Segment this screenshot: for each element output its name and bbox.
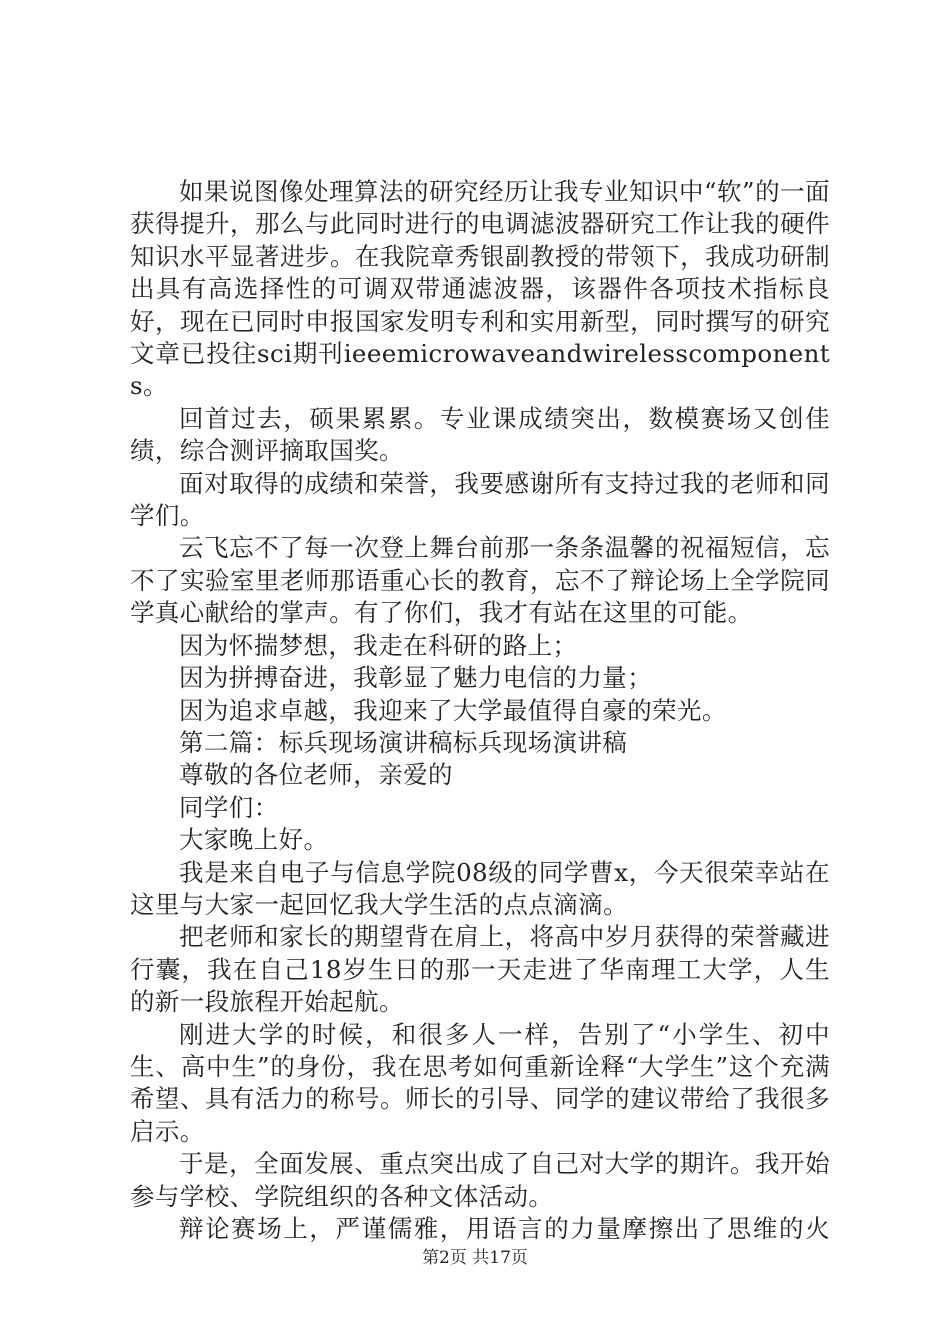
salutation-line-1: 尊敬的各位老师，亲爱的 xyxy=(179,760,453,790)
section-heading: 第二篇：标兵现场演讲稿标兵现场演讲稿 xyxy=(179,727,628,757)
paragraph-6: 因为拼搏奋进，我彰显了魅力电信的力量； xyxy=(179,663,653,693)
paragraph-3: 面对取得的成绩和荣誉，我要感谢所有支持过我的老师和同学们。 xyxy=(130,468,830,531)
document-body xyxy=(130,176,830,1245)
paragraph-2: 回首过去，硕果累累。专业课成绩突出，数模赛场又创佳绩，综合测评摘取国奖。 xyxy=(130,403,830,466)
salutation-line-2: 同学们： xyxy=(179,792,279,822)
page-number: 第2页 共17页 xyxy=(422,1248,528,1268)
paragraph-7: 因为追求卓越，我迎来了大学最值得自豪的荣光。 xyxy=(179,695,727,725)
paragraph-9: 把老师和家长的期望背在肩上，将高中岁月获得的荣誉藏进行囊，我在自己18岁生日的那一天走进了华南理工大学，人生的新一段旅程开始起航。 xyxy=(130,922,830,1017)
paragraph-8: 我是来自电子与信息学院08级的同学曹x，今天很荣幸站在这里与大家一起回忆我大学生活的点点滴滴。 xyxy=(130,857,830,919)
paragraph-1: 如果说图像处理算法的研究经历让我专业知识中“软”的一面获得提升，那么与此同时进行的电调滤波器研究工作让我的硬件知识水平显著进步。在我院章秀银副教授的带领下，我成功研制出具有高选择性的可调双带通滤波器，该器件各项技术指标良好，现在已同时申报国家发明专利和实用新型，同时撰写的研究文章已投往sci期刊ieeemicrowaveandwirelesscomponents。 xyxy=(130,177,830,401)
paragraph-10: 刚进大学的时候，和很多人一样，告别了“小学生、初中生、高中生”的身份，我在思考如何重新诠释“大学生”这个充满希望、具有活力的称号。师长的引导、同学的建议带给了我很多启示。 xyxy=(130,1019,830,1146)
paragraph-11: 于是，全面发展、重点突出成了自己对大学的期许。我开始参与学校、学院组织的各种文体活动。 xyxy=(130,1149,830,1211)
paragraph-12: 辩论赛场上，严谨儒雅，用语言的力量摩擦出了思维的火 xyxy=(179,1214,830,1243)
paragraph-5: 因为怀揣梦想，我走在科研的路上； xyxy=(179,630,578,660)
paragraph-4: 云飞忘不了每一次登上舞台前那一条条温馨的祝福短信，忘不了实验室里老师那语重心长的教育，忘不了辩论场上全学院同学真心献给的掌声。有了你们，我才有站在这里的可能。 xyxy=(130,533,830,628)
greeting: 大家晚上好。 xyxy=(179,825,329,855)
